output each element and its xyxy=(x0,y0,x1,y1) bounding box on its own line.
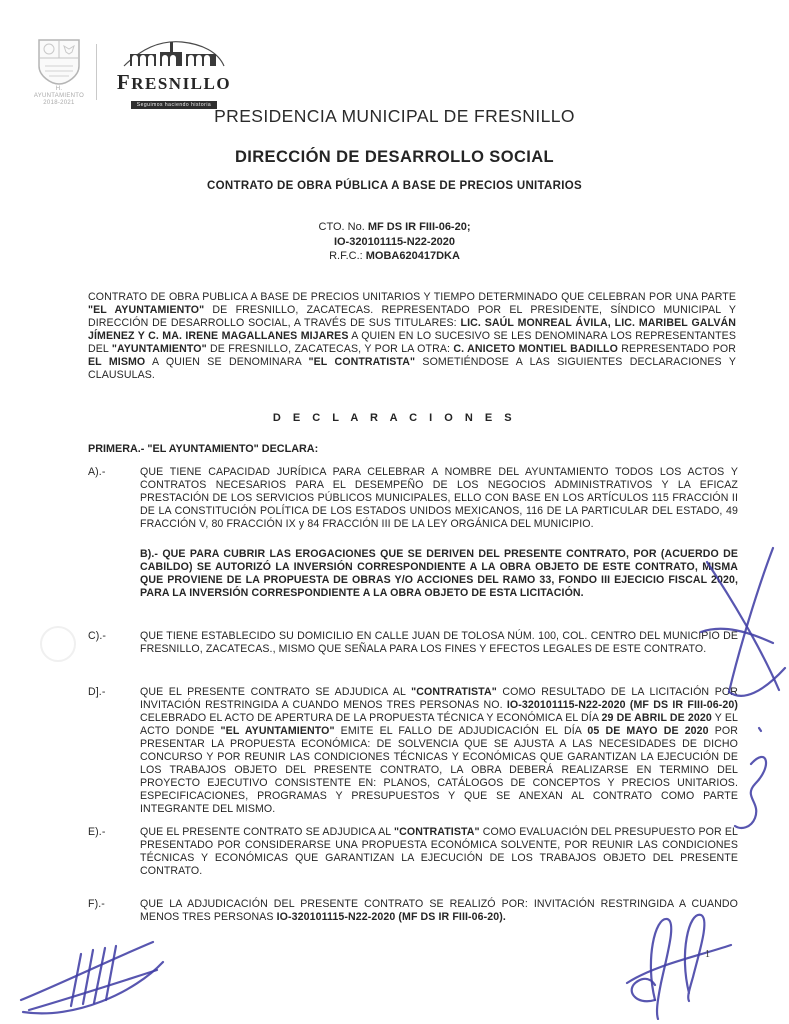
margin-flourish-lower xyxy=(725,722,785,832)
declaration-item-e xyxy=(88,826,738,878)
item-text: QUE EL PRESENTE CONTRATO SE ADJUDICA AL "CONTRATISTA" COMO EVALUACIÓN DEL PRESUPUESTO POR EL PRESENTADO POR CONSIDERARSE UNA PROPUESTA ECONÓMICA SOLVENTE, POR REUNIR LAS CONDICIONES TÉCNICAS Y ECONÓMICAS QUE GARANTIZAN LA EJECUCIÓN DE LOS TRABAJOS OBJETO DEL PRESENTE CONTRATO. xyxy=(140,826,739,877)
item-text: QUE EL PRESENTE CONTRATO SE ADJUDICA AL "CONTRATISTA" COMO RESULTADO DE LA LICITACIÓN POR INVITACIÓN RESTRINGIDA A CUANDO MENOS TRES PERSONAS NO. IO-320101115-N22-2020 (MF DS IR FIII-06-20) CELEBRADO EL ACTO DE APERTURA DE LA PROPUESTA TÉCNICA Y ECONÓMICA EL DÍA 29 DE ABRIL DE 2020 Y EL ACTO DONDE "EL AYUNTAMIENTO" EMITE EL FALLO DE ADJUDICACIÓN EL DÍA 05 DE MAYO DE 2020 POR PRESENTAR LA PROPUESTA ECONÓMICA: DE SOLVENCIA QUE SE AJUSTA A LAS NECESIDADES DE DICHO CONCURSO Y POR REUNIR LAS CONDICIONES TÉCNICAS Y ECONÓMICAS QUE GARANTIZAN LA EJECUCIÓN DE LOS TRABAJOS OBJETO DEL PRESENTE CONTRATO, LA OBRA DEBERÁ REALIZARSE EN TERMINO DEL PROYECTO EJECUTIVO CONSISTENTE EN: PLANOS, CATÁLOGOS DE CONCEPTOS Y PRECIOS UNITARIOS. ESPECIFICACIONES, PROGRAMAS Y PRESUPUESTOS Y QUE SE ANEXAN AL CONTRATO COMO PARTE INTEGRANTE DEL MISMO. xyxy=(140,686,738,815)
shield-icon xyxy=(37,38,81,86)
contract-reference-block xyxy=(0,220,789,264)
shield-caption-line2: 2018-2021 xyxy=(43,100,75,106)
declaration-item-d xyxy=(88,686,738,816)
tender-number-line: IO-320101115-N22-2020 xyxy=(333,235,456,248)
item-text: QUE TIENE ESTABLECIDO SU DOMICILIO EN CALLE JUAN DE TOLOSA NÚM. 100, COL. CENTRO DEL MUNICIPIO DE FRESNILLO, ZACATECAS., MISMO QUE SEÑALA PARA LOS FINES Y EFECTOS LEGALES DE ESTE CONTRATO. xyxy=(140,630,738,655)
contract-number-line: CTO. No. MF DS IR FIII-06-20; xyxy=(318,221,471,233)
department-title: DIRECCIÓN DE DESARROLLO SOCIAL xyxy=(234,148,555,166)
declarations-heading: D E C L A R A C I O N E S xyxy=(272,412,517,424)
fresnillo-buildings-icon xyxy=(122,38,226,68)
item-label: A).- xyxy=(88,466,106,478)
declaration-item-c xyxy=(88,630,738,656)
fresnillo-tagline: Seguimos haciendo historia xyxy=(131,101,217,109)
municipal-coat-of-arms xyxy=(30,38,88,107)
page-title: PRESIDENCIA MUNICIPAL DE FRESNILLO xyxy=(214,106,575,126)
contract-type-title: CONTRATO DE OBRA PÚBLICA A BASE DE PRECIOS UNITARIOS xyxy=(207,180,582,192)
item-label: D].- xyxy=(88,686,106,698)
margin-flourish-upper xyxy=(695,540,789,705)
item-text: QUE TIENE CAPACIDAD JURÍDICA PARA CELEBRAR A NOMBRE DEL AYUNTAMIENTO TODOS LOS ACTOS Y CONTRATOS NECESARIOS PARA EL DESEMPEÑO DE LOS NEGOCIOS ADMINISTRATIVOS Y LA EFICAZ PRESTACIÓN DE LOS SERVICIOS PÚBLICOS MUNICIPALES, ELLO CON BASE EN LOS ARTÍCULOS 115 FRACCIÓN II DE LA CONSTITUCIÓN POLÍTICA DE LOS ESTADOS UNIDOS MEXICANOS, 116 DE LA PARTICULAR DEL ESTADO, 49 FRACCIÓN V, 80 FRACCIÓN IX y 84 FRACCIÓN III DE LA LEY ORGÁNICA DEL MUNICIPIO. xyxy=(140,466,738,530)
item-text: QUE LA ADJUDICACIÓN DEL PRESENTE CONTRATO SE REALIZÓ POR: INVITACIÓN RESTRINGIDA A CUANDO MENOS TRES PERSONAS IO-320101115-N22-2020 (MF DS IR FIII-06-20). xyxy=(140,898,738,923)
punch-hole-mark xyxy=(40,626,76,662)
fresnillo-wordmark: FRESNILLO xyxy=(116,70,232,94)
declaration-item-a xyxy=(88,466,738,531)
signature-bottom-left xyxy=(15,932,165,1022)
item-label: E).- xyxy=(88,826,106,838)
signature-bottom-right xyxy=(615,905,745,1020)
item-label: F).- xyxy=(88,898,105,910)
declaration-item-b: B).- QUE PARA CUBRIR LAS EROGACIONES QUE SE DERIVEN DEL PRESENTE CONTRATO, POR (ACUERDO DE CABILDO) SE AUTORIZÓ LA INVERSIÓN CORRESPONDIENTE A LA OBRA OBJETO DE ESTE CONTRATO, MISMA QUE PROVIENE DE LA PROPUESTA DE OBRAS Y/O ACCIONES DEL RAMO 33, FONDO III EJECICIO FISCAL 2020, PARA LA INVERSIÓN CORRESPONDIENTE A LA OBRA OBJETO DE ESTA LICITACIÓN. xyxy=(140,548,738,599)
item-label: C).- xyxy=(88,630,107,642)
primera-declaration-line: PRIMERA.- "EL AYUNTAMIENTO" DECLARA: xyxy=(88,443,319,455)
logo-divider xyxy=(96,44,97,100)
intro-paragraph: CONTRATO DE OBRA PUBLICA A BASE DE PRECIOS UNITARIOS Y TIEMPO DETERMINADO QUE CELEBRAN POR UNA PARTE "EL AYUNTAMIENTO" DE FRESNILLO, ZACATECAS. REPRESENTADO POR EL PRESIDENTE, SÍNDICO MUNICIPAL Y DIRECCIÓN DE DESARROLLO SOCIAL, A TRAVÉS DE SUS TITULARES: LIC. SAÚL MONREAL ÁVILA, LIC. MARIBEL GALVÁN JÍMENEZ Y C. MA. IRENE MAGALLANES MIJARES A QUIEN EN LO SUCESIVO SE LES DENOMINARA LOS REPRESENTANTES DEL "AYUNTAMIENTO" DE FRESNILLO, ZACATECAS, Y POR LA OTRA: C. ANICETO MONTIEL BADILLO REPRESENTADO POR EL MISMO A QUIEN SE DENOMINARA "EL CONTRATISTA" SOMETIÉNDOSE A LAS SIGUIENTES DECLARACIONES Y CLAUSULAS. xyxy=(88,291,736,381)
shield-caption-line1: H. AYUNTAMIENTO xyxy=(33,86,85,99)
fresnillo-logo xyxy=(112,38,236,111)
rfc-line: R.F.C.: MOBA620417DKA xyxy=(329,250,460,262)
page-number: 1 xyxy=(705,949,710,960)
